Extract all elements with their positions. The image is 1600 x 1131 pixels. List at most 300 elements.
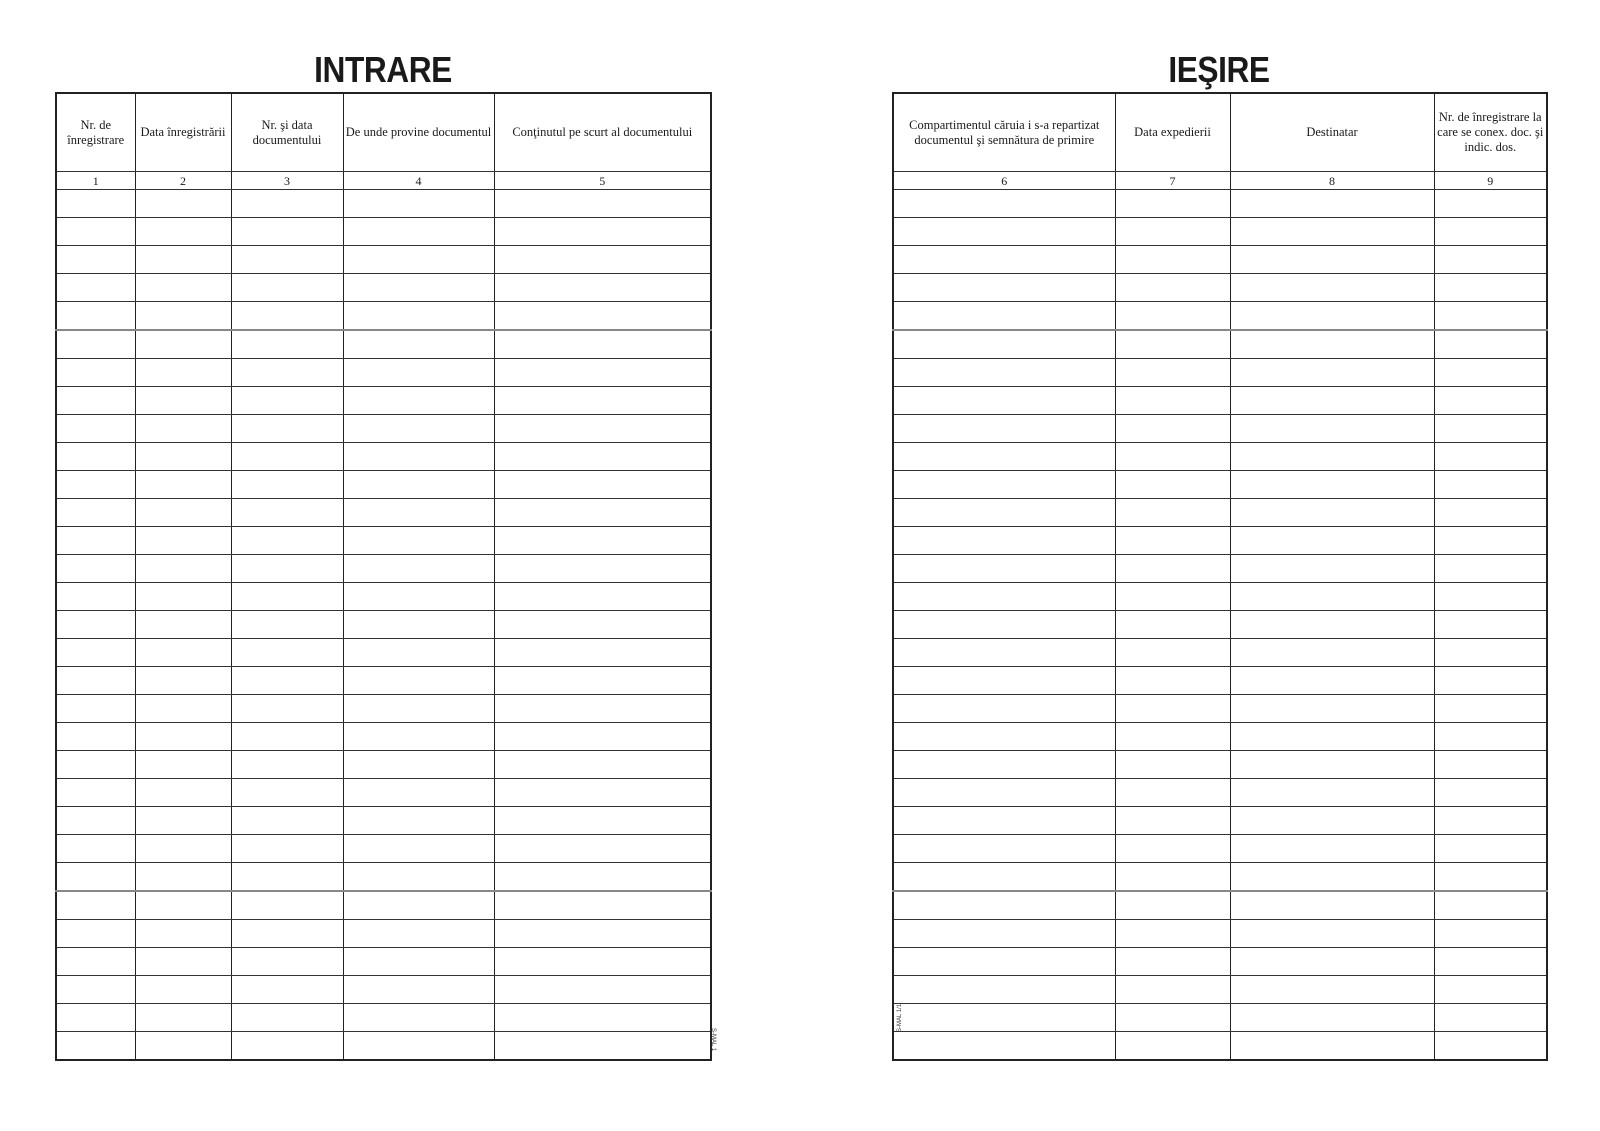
- iesire-entry-cell[interactable]: [1115, 976, 1230, 1004]
- intrare-entry-cell[interactable]: [343, 246, 494, 274]
- iesire-entry-cell[interactable]: [893, 302, 1115, 331]
- iesire-entry-cell[interactable]: [893, 330, 1115, 359]
- intrare-entry-cell[interactable]: [494, 863, 711, 892]
- intrare-table-row: [56, 891, 711, 920]
- intrare-entry-cell[interactable]: [231, 948, 343, 976]
- iesire-entry-cell[interactable]: [893, 863, 1115, 892]
- iesire-entry-cell[interactable]: [1434, 499, 1547, 527]
- intrare-entry-cell[interactable]: [494, 387, 711, 415]
- iesire-entry-cell[interactable]: [1434, 190, 1547, 218]
- intrare-entry-cell[interactable]: [494, 583, 711, 611]
- intrare-entry-cell[interactable]: [56, 948, 135, 976]
- intrare-entry-cell[interactable]: [231, 976, 343, 1004]
- iesire-entry-cell[interactable]: [893, 359, 1115, 387]
- iesire-entry-cell[interactable]: [1115, 611, 1230, 639]
- iesire-table-row: [893, 835, 1547, 863]
- intrare-entry-cell[interactable]: [343, 387, 494, 415]
- iesire-entry-cell[interactable]: [893, 443, 1115, 471]
- intrare-entry-cell[interactable]: [343, 863, 494, 892]
- intrare-entry-cell[interactable]: [56, 611, 135, 639]
- iesire-entry-cell[interactable]: [1434, 723, 1547, 751]
- iesire-entry-cell[interactable]: [1115, 415, 1230, 443]
- intrare-entries: [56, 190, 711, 1061]
- intrare-entry-cell[interactable]: [494, 723, 711, 751]
- intrare-entry-cell[interactable]: [231, 555, 343, 583]
- intrare-entry-cell[interactable]: [135, 891, 231, 920]
- intrare-entry-cell[interactable]: [494, 443, 711, 471]
- intrare-entry-cell[interactable]: [135, 527, 231, 555]
- intrare-entry-cell[interactable]: [343, 471, 494, 499]
- iesire-entry-cell[interactable]: [1434, 695, 1547, 723]
- intrare-entry-cell[interactable]: [343, 330, 494, 359]
- intrare-entry-cell[interactable]: [135, 611, 231, 639]
- iesire-entry-cell[interactable]: [1230, 274, 1434, 302]
- iesire-entry-cell[interactable]: [1230, 527, 1434, 555]
- iesire-entry-cell[interactable]: [1230, 667, 1434, 695]
- iesire-entry-cell[interactable]: [1230, 218, 1434, 246]
- intrare-entry-cell[interactable]: [56, 415, 135, 443]
- iesire-entry-cell[interactable]: [893, 555, 1115, 583]
- intrare-entry-cell[interactable]: [56, 891, 135, 920]
- iesire-entry-cell[interactable]: [893, 891, 1115, 920]
- iesire-table-row: [893, 443, 1547, 471]
- iesire-entry-cell[interactable]: [893, 751, 1115, 779]
- intrare-entry-cell[interactable]: [135, 555, 231, 583]
- intrare-entry-cell[interactable]: [231, 1004, 343, 1032]
- iesire-entry-cell[interactable]: [1115, 807, 1230, 835]
- intrare-entry-cell[interactable]: [343, 359, 494, 387]
- iesire-entry-cell[interactable]: [1434, 1004, 1547, 1032]
- intrare-entry-cell[interactable]: [56, 527, 135, 555]
- iesire-entry-cell[interactable]: [893, 976, 1115, 1004]
- intrare-entry-cell[interactable]: [231, 443, 343, 471]
- iesire-entry-cell[interactable]: [1230, 246, 1434, 274]
- intrare-entry-cell[interactable]: [494, 779, 711, 807]
- intrare-entry-cell[interactable]: [343, 218, 494, 246]
- intrare-entry-cell[interactable]: [343, 611, 494, 639]
- iesire-entry-cell[interactable]: [1230, 1032, 1434, 1061]
- intrare-entry-cell[interactable]: [56, 667, 135, 695]
- intrare-entry-cell[interactable]: [494, 1004, 711, 1032]
- iesire-entry-cell[interactable]: [1434, 751, 1547, 779]
- iesire-entry-cell[interactable]: [1434, 387, 1547, 415]
- intrare-entry-cell[interactable]: [343, 779, 494, 807]
- iesire-entry-cell[interactable]: [1115, 443, 1230, 471]
- iesire-entry-cell[interactable]: [1434, 527, 1547, 555]
- iesire-entry-cell[interactable]: [893, 948, 1115, 976]
- column-header-de-unde-provine: De unde provine documentul: [343, 93, 494, 172]
- intrare-entry-cell[interactable]: [56, 779, 135, 807]
- intrare-entry-cell[interactable]: [56, 807, 135, 835]
- intrare-entry-cell[interactable]: [231, 639, 343, 667]
- intrare-entry-cell[interactable]: [494, 471, 711, 499]
- intrare-entry-cell[interactable]: [56, 976, 135, 1004]
- intrare-entry-cell[interactable]: [231, 611, 343, 639]
- intrare-entry-cell[interactable]: [135, 330, 231, 359]
- intrare-entry-cell[interactable]: [494, 415, 711, 443]
- intrare-entry-cell[interactable]: [343, 695, 494, 723]
- intrare-entry-cell[interactable]: [494, 835, 711, 863]
- intrare-entry-cell[interactable]: [56, 330, 135, 359]
- iesire-entry-cell[interactable]: [893, 246, 1115, 274]
- iesire-entry-cell[interactable]: [1230, 863, 1434, 892]
- iesire-entry-cell[interactable]: [1230, 415, 1434, 443]
- intrare-entry-cell[interactable]: [343, 1004, 494, 1032]
- intrare-table-row: [56, 920, 711, 948]
- intrare-entry-cell[interactable]: [56, 302, 135, 331]
- intrare-entry-cell[interactable]: [135, 583, 231, 611]
- intrare-entry-cell[interactable]: [231, 835, 343, 863]
- intrare-entry-cell[interactable]: [231, 190, 343, 218]
- intrare-entry-cell[interactable]: [135, 976, 231, 1004]
- iesire-entry-cell[interactable]: [1115, 527, 1230, 555]
- intrare-entry-cell[interactable]: [56, 751, 135, 779]
- intrare-entry-cell[interactable]: [343, 415, 494, 443]
- iesire-entry-cell[interactable]: [893, 1004, 1115, 1032]
- iesire-entry-cell[interactable]: [1115, 639, 1230, 667]
- intrare-entry-cell[interactable]: [343, 891, 494, 920]
- intrare-entry-cell[interactable]: [56, 835, 135, 863]
- iesire-entry-cell[interactable]: [1115, 555, 1230, 583]
- iesire-entry-cell[interactable]: [893, 218, 1115, 246]
- iesire-entry-cell[interactable]: [1434, 443, 1547, 471]
- iesire-entry-cell[interactable]: [1115, 583, 1230, 611]
- iesire-entry-cell[interactable]: [1115, 751, 1230, 779]
- intrare-entry-cell[interactable]: [494, 499, 711, 527]
- intrare-entry-cell[interactable]: [231, 471, 343, 499]
- iesire-entry-cell[interactable]: [1115, 190, 1230, 218]
- intrare-entry-cell[interactable]: [135, 751, 231, 779]
- iesire-entry-cell[interactable]: [1230, 471, 1434, 499]
- intrare-entry-cell[interactable]: [494, 891, 711, 920]
- intrare-entry-cell[interactable]: [56, 723, 135, 751]
- intrare-entry-cell[interactable]: [135, 835, 231, 863]
- iesire-entry-cell[interactable]: [893, 611, 1115, 639]
- intrare-entry-cell[interactable]: [343, 443, 494, 471]
- intrare-entry-cell[interactable]: [56, 1032, 135, 1061]
- iesire-entry-cell[interactable]: [1115, 948, 1230, 976]
- intrare-entry-cell[interactable]: [494, 527, 711, 555]
- iesire-entry-cell[interactable]: [1434, 555, 1547, 583]
- iesire-entry-cell[interactable]: [1115, 387, 1230, 415]
- iesire-entry-cell[interactable]: [1230, 948, 1434, 976]
- iesire-entry-cell[interactable]: [893, 190, 1115, 218]
- intrare-entry-cell[interactable]: [56, 274, 135, 302]
- iesire-entry-cell[interactable]: [1434, 976, 1547, 1004]
- intrare-entry-cell[interactable]: [56, 190, 135, 218]
- intrare-entry-cell[interactable]: [343, 527, 494, 555]
- iesire-entry-cell[interactable]: [1115, 863, 1230, 892]
- intrare-entry-cell[interactable]: [135, 218, 231, 246]
- intrare-entry-cell[interactable]: [343, 274, 494, 302]
- intrare-entry-cell[interactable]: [135, 779, 231, 807]
- column-number: 8: [1230, 172, 1434, 190]
- iesire-entry-cell[interactable]: [1230, 976, 1434, 1004]
- intrare-entry-cell[interactable]: [494, 751, 711, 779]
- intrare-entry-cell[interactable]: [231, 751, 343, 779]
- intrare-entry-cell[interactable]: [231, 359, 343, 387]
- intrare-entry-cell[interactable]: [56, 1004, 135, 1032]
- intrare-entry-cell[interactable]: [231, 891, 343, 920]
- intrare-entry-cell[interactable]: [494, 667, 711, 695]
- iesire-table-row: [893, 330, 1547, 359]
- iesire-entry-cell[interactable]: [1434, 302, 1547, 331]
- intrare-entry-cell[interactable]: [231, 415, 343, 443]
- iesire-entry-cell[interactable]: [1434, 920, 1547, 948]
- iesire-entry-cell[interactable]: [1434, 359, 1547, 387]
- iesire-entry-cell[interactable]: [1115, 246, 1230, 274]
- iesire-entry-cell[interactable]: [1230, 302, 1434, 331]
- intrare-entry-cell[interactable]: [56, 695, 135, 723]
- iesire-entry-cell[interactable]: [893, 695, 1115, 723]
- column-number: 1: [56, 172, 135, 190]
- iesire-entry-cell[interactable]: [1115, 695, 1230, 723]
- intrare-entry-cell[interactable]: [231, 387, 343, 415]
- intrare-entry-cell[interactable]: [231, 499, 343, 527]
- intrare-entry-cell[interactable]: [56, 218, 135, 246]
- intrare-header-row: [56, 93, 711, 172]
- iesire-entry-cell[interactable]: [1230, 835, 1434, 863]
- intrare-entry-cell[interactable]: [343, 835, 494, 863]
- iesire-entry-cell[interactable]: [1115, 471, 1230, 499]
- iesire-entry-cell[interactable]: [1434, 835, 1547, 863]
- iesire-entry-cell[interactable]: [1230, 779, 1434, 807]
- intrare-entry-cell[interactable]: [56, 920, 135, 948]
- intrare-entry-cell[interactable]: [343, 976, 494, 1004]
- intrare-entry-cell[interactable]: [135, 639, 231, 667]
- intrare-entry-cell[interactable]: [56, 555, 135, 583]
- iesire-entry-cell[interactable]: [1230, 695, 1434, 723]
- iesire-entry-cell[interactable]: [1230, 443, 1434, 471]
- intrare-entry-cell[interactable]: [135, 807, 231, 835]
- iesire-entry-cell[interactable]: [1115, 667, 1230, 695]
- intrare-entry-cell[interactable]: [494, 639, 711, 667]
- intrare-entry-cell[interactable]: [231, 302, 343, 331]
- iesire-entry-cell[interactable]: [893, 835, 1115, 863]
- intrare-entry-cell[interactable]: [135, 667, 231, 695]
- iesire-entry-cell[interactable]: [1230, 751, 1434, 779]
- intrare-entry-cell[interactable]: [135, 948, 231, 976]
- intrare-entry-cell[interactable]: [56, 499, 135, 527]
- column-header-nr-inregistrare-conex: Nr. de înregistrare la care se conex. doc. şi indic. dos.: [1434, 93, 1547, 172]
- intrare-table-row: [56, 583, 711, 611]
- iesire-entry-cell[interactable]: [1434, 948, 1547, 976]
- iesire-entry-cell[interactable]: [1115, 302, 1230, 331]
- iesire-entry-cell[interactable]: [1115, 835, 1230, 863]
- iesire-entry-cell[interactable]: [893, 415, 1115, 443]
- intrare-table-row: [56, 443, 711, 471]
- intrare-entry-cell[interactable]: [494, 330, 711, 359]
- intrare-entry-cell[interactable]: [494, 920, 711, 948]
- intrare-entry-cell[interactable]: [343, 751, 494, 779]
- intrare-entry-cell[interactable]: [231, 246, 343, 274]
- intrare-entry-cell[interactable]: [343, 583, 494, 611]
- intrare-entry-cell[interactable]: [231, 920, 343, 948]
- intrare-entry-cell[interactable]: [135, 863, 231, 892]
- iesire-entry-cell[interactable]: [1434, 779, 1547, 807]
- intrare-entry-cell[interactable]: [231, 863, 343, 892]
- intrare-entry-cell[interactable]: [135, 1032, 231, 1061]
- iesire-entry-cell[interactable]: [1434, 611, 1547, 639]
- iesire-entry-cell[interactable]: [1230, 611, 1434, 639]
- intrare-entry-cell[interactable]: [135, 415, 231, 443]
- iesire-entry-cell[interactable]: [893, 471, 1115, 499]
- iesire-entry-cell[interactable]: [1230, 555, 1434, 583]
- intrare-entry-cell[interactable]: [494, 359, 711, 387]
- iesire-entry-cell[interactable]: [1115, 779, 1230, 807]
- iesire-entry-cell[interactable]: [1230, 359, 1434, 387]
- iesire-entry-cell[interactable]: [1230, 920, 1434, 948]
- intrare-entry-cell[interactable]: [135, 723, 231, 751]
- intrare-entry-cell[interactable]: [494, 302, 711, 331]
- intrare-entry-cell[interactable]: [56, 387, 135, 415]
- intrare-entry-cell[interactable]: [231, 1032, 343, 1061]
- iesire-entry-cell[interactable]: [1115, 499, 1230, 527]
- column-header-data-inregistrarii: Data înregistrării: [135, 93, 231, 172]
- iesire-entry-cell[interactable]: [1434, 807, 1547, 835]
- iesire-entry-cell[interactable]: [1115, 920, 1230, 948]
- intrare-entry-cell[interactable]: [135, 695, 231, 723]
- intrare-entry-cell[interactable]: [231, 274, 343, 302]
- intrare-entry-cell[interactable]: [231, 527, 343, 555]
- iesire-entry-cell[interactable]: [1434, 863, 1547, 892]
- intrare-entry-cell[interactable]: [343, 1032, 494, 1061]
- intrare-entry-cell[interactable]: [343, 920, 494, 948]
- intrare-entry-cell[interactable]: [343, 667, 494, 695]
- intrare-entry-cell[interactable]: [231, 807, 343, 835]
- intrare-entry-cell[interactable]: [494, 976, 711, 1004]
- intrare-entry-cell[interactable]: [135, 274, 231, 302]
- iesire-entry-cell[interactable]: [893, 527, 1115, 555]
- iesire-entry-cell[interactable]: [1230, 807, 1434, 835]
- iesire-entry-cell[interactable]: [1230, 583, 1434, 611]
- intrare-entry-cell[interactable]: [343, 302, 494, 331]
- print-code: S-MAL 1/1: [897, 1003, 903, 1032]
- iesire-entry-cell[interactable]: [893, 499, 1115, 527]
- intrare-entry-cell[interactable]: [231, 667, 343, 695]
- iesire-entry-cell[interactable]: [1230, 387, 1434, 415]
- iesire-entry-cell[interactable]: [893, 807, 1115, 835]
- iesire-entry-cell[interactable]: [1434, 218, 1547, 246]
- intrare-entry-cell[interactable]: [343, 499, 494, 527]
- intrare-entry-cell[interactable]: [343, 723, 494, 751]
- intrare-entry-cell[interactable]: [343, 807, 494, 835]
- intrare-entry-cell[interactable]: [56, 471, 135, 499]
- intrare-entry-cell[interactable]: [494, 190, 711, 218]
- intrare-entry-cell[interactable]: [56, 246, 135, 274]
- intrare-entry-cell[interactable]: [494, 807, 711, 835]
- intrare-entry-cell[interactable]: [494, 555, 711, 583]
- iesire-table-row: [893, 499, 1547, 527]
- intrare-table-row: [56, 976, 711, 1004]
- intrare-entry-cell[interactable]: [56, 443, 135, 471]
- iesire-entry-cell[interactable]: [1115, 218, 1230, 246]
- iesire-entry-cell[interactable]: [1115, 1004, 1230, 1032]
- iesire-entry-cell[interactable]: [1434, 667, 1547, 695]
- intrare-entry-cell[interactable]: [494, 218, 711, 246]
- intrare-entry-cell[interactable]: [494, 948, 711, 976]
- iesire-entry-cell[interactable]: [1434, 330, 1547, 359]
- iesire-table-row: [893, 583, 1547, 611]
- iesire-table-row: [893, 274, 1547, 302]
- intrare-entry-cell[interactable]: [494, 695, 711, 723]
- iesire-entry-cell[interactable]: [893, 667, 1115, 695]
- intrare-entry-cell[interactable]: [56, 583, 135, 611]
- intrare-entry-cell[interactable]: [231, 723, 343, 751]
- iesire-entry-cell[interactable]: [1434, 471, 1547, 499]
- intrare-entry-cell[interactable]: [494, 611, 711, 639]
- iesire-entry-cell[interactable]: [893, 723, 1115, 751]
- intrare-entry-cell[interactable]: [56, 639, 135, 667]
- intrare-entry-cell[interactable]: [135, 499, 231, 527]
- intrare-entry-cell[interactable]: [343, 948, 494, 976]
- iesire-entry-cell[interactable]: [1434, 415, 1547, 443]
- intrare-entry-cell[interactable]: [231, 218, 343, 246]
- intrare-entry-cell[interactable]: [343, 555, 494, 583]
- iesire-entry-cell[interactable]: [893, 779, 1115, 807]
- iesire-entry-cell[interactable]: [1230, 723, 1434, 751]
- intrare-entry-cell[interactable]: [231, 779, 343, 807]
- iesire-entry-cell[interactable]: [1434, 583, 1547, 611]
- iesire-entry-cell[interactable]: [893, 387, 1115, 415]
- iesire-entry-cell[interactable]: [1115, 723, 1230, 751]
- iesire-entry-cell[interactable]: [1230, 639, 1434, 667]
- iesire-entry-cell[interactable]: [1434, 274, 1547, 302]
- intrare-entry-cell[interactable]: [343, 639, 494, 667]
- iesire-entry-cell[interactable]: [893, 583, 1115, 611]
- iesire-entry-cell[interactable]: [1115, 330, 1230, 359]
- intrare-entry-cell[interactable]: [135, 359, 231, 387]
- iesire-entry-cell[interactable]: [1115, 891, 1230, 920]
- intrare-entry-cell[interactable]: [231, 695, 343, 723]
- iesire-entry-cell[interactable]: [1434, 891, 1547, 920]
- intrare-entry-cell[interactable]: [231, 330, 343, 359]
- iesire-entry-cell[interactable]: [1230, 1004, 1434, 1032]
- intrare-entry-cell[interactable]: [135, 387, 231, 415]
- iesire-entry-cell[interactable]: [893, 1032, 1115, 1061]
- iesire-entry-cell[interactable]: [893, 920, 1115, 948]
- intrare-entry-cell[interactable]: [135, 443, 231, 471]
- column-number: 4: [343, 172, 494, 190]
- iesire-entry-cell[interactable]: [1434, 246, 1547, 274]
- intrare-entry-cell[interactable]: [135, 302, 231, 331]
- intrare-entry-cell[interactable]: [343, 190, 494, 218]
- iesire-entry-cell[interactable]: [893, 639, 1115, 667]
- iesire-entry-cell[interactable]: [1230, 330, 1434, 359]
- iesire-entry-cell[interactable]: [1115, 359, 1230, 387]
- intrare-entry-cell[interactable]: [56, 359, 135, 387]
- intrare-entry-cell[interactable]: [135, 920, 231, 948]
- intrare-entry-cell[interactable]: [135, 246, 231, 274]
- intrare-entry-cell[interactable]: [56, 863, 135, 892]
- intrare-entry-cell[interactable]: [135, 190, 231, 218]
- intrare-entry-cell[interactable]: [231, 583, 343, 611]
- intrare-entry-cell[interactable]: [135, 1004, 231, 1032]
- iesire-entry-cell[interactable]: [893, 274, 1115, 302]
- iesire-entry-cell[interactable]: [1434, 1032, 1547, 1061]
- intrare-entry-cell[interactable]: [494, 246, 711, 274]
- iesire-entry-cell[interactable]: [1230, 891, 1434, 920]
- intrare-entry-cell[interactable]: [494, 274, 711, 302]
- iesire-entry-cell[interactable]: [1115, 274, 1230, 302]
- iesire-entry-cell[interactable]: [1230, 499, 1434, 527]
- iesire-entry-cell[interactable]: [1434, 639, 1547, 667]
- iesire-entry-cell[interactable]: [1115, 1032, 1230, 1061]
- iesire-entry-cell[interactable]: [1230, 190, 1434, 218]
- intrare-entry-cell[interactable]: [135, 471, 231, 499]
- intrare-entry-cell[interactable]: [494, 1032, 711, 1061]
- print-code: S-MAL 1: [710, 1028, 716, 1052]
